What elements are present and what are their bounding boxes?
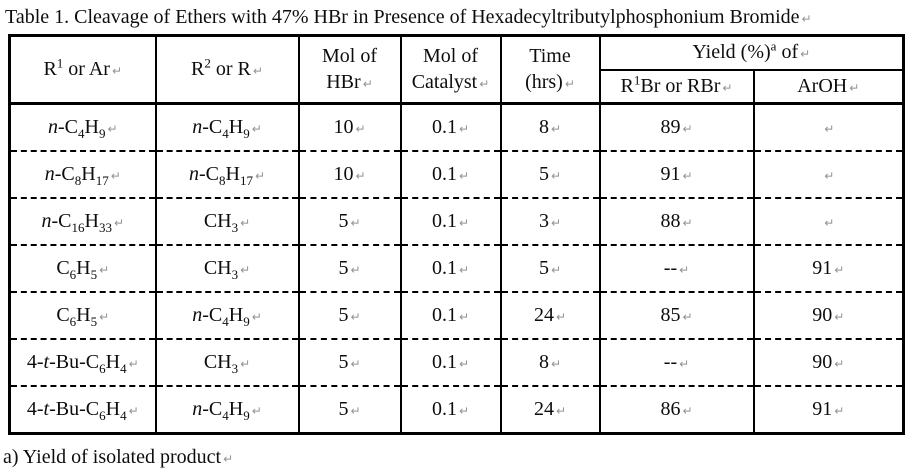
header-yield_aroh: ArOH ↵ [754,70,904,104]
return-mark: ↵ [362,76,373,91]
cell-mol_hbr: 10 ↵ [299,151,401,198]
return-mark: ↵ [458,310,470,324]
return-mark: ↵ [801,12,812,26]
cell-mol_catalyst: 0.1 ↵ [401,386,501,434]
cell-mol_hbr: 5 ↵ [299,198,401,245]
return-mark: ↵ [240,357,251,371]
return-mark: ↵ [682,122,693,136]
cleavage-table [8,34,905,435]
cell-r2_or_r: $CH_3$ ↵ [156,245,299,292]
cell-r1_or_ar: $n-C_4H_9$ ↵ [10,104,156,152]
cell-yield_aroh: 91 ↵ [754,386,904,434]
return-mark: ↵ [240,263,251,277]
return-mark: ↵ [350,404,361,418]
return-mark: ↵ [355,169,366,183]
cell-r2_or_r: $n-C_4H_9$ ↵ [156,104,299,152]
cell-yield_r1br_rbr: 88 ↵ [600,198,754,245]
return-mark: ↵ [240,216,251,230]
return-mark: ↵ [110,169,121,183]
cell-mol_hbr: 5 ↵ [299,339,401,386]
table-header [10,36,904,104]
return-mark: ↵ [252,63,263,78]
cell-r2_or_r: $n-C_4H_9$ ↵ [156,292,299,339]
header-time_hrs: Time (hrs) ↵ [501,36,600,104]
header-yield_group: Yield (%)$^a$ of ↵ [600,36,904,71]
return-mark: ↵ [350,216,361,230]
return-mark: ↵ [458,404,470,418]
return-mark: ↵ [824,169,835,183]
table-row [10,386,904,434]
return-mark: ↵ [824,216,835,230]
cell-time_hrs: 5 ↵ [501,151,600,198]
cell-r1_or_ar: $C_6H_5$ ↵ [10,245,156,292]
return-mark: ↵ [550,263,562,277]
return-mark: ↵ [682,169,693,183]
cell-r1_or_ar: $4-t-Bu-C_6H_4$ ↵ [10,386,156,434]
cell-mol_catalyst: 0.1 ↵ [401,292,501,339]
return-mark: ↵ [251,122,262,136]
header-mol_catalyst: Mol of Catalyst ↵ [401,36,501,104]
table-title [5,4,812,32]
cell-mol_catalyst: 0.1 ↵ [401,151,501,198]
cell-yield_aroh: 90 ↵ [754,292,904,339]
return-mark: ↵ [564,76,575,91]
cell-mol_catalyst: 0.1 ↵ [401,339,501,386]
cell-yield_r1br_rbr: 89 ↵ [600,104,754,152]
cell-mol_hbr: 5 ↵ [299,292,401,339]
return-mark: ↵ [679,263,690,277]
cell-r1_or_ar: $n-C_8H_{17}$ ↵ [10,151,156,198]
return-mark: ↵ [99,310,110,324]
cell-yield_r1br_rbr: -- ↵ [600,339,754,386]
return-mark: ↵ [550,357,562,371]
cell-yield_r1br_rbr: 86 ↵ [600,386,754,434]
return-mark: ↵ [824,122,835,136]
table-body [10,104,904,434]
return-mark: ↵ [254,169,265,183]
table-row [10,245,904,292]
return-mark: ↵ [355,122,366,136]
cell-r2_or_r: $CH_3$ ↵ [156,339,299,386]
return-mark: ↵ [458,169,470,183]
return-mark: ↵ [458,216,470,230]
cell-mol_hbr: 5 ↵ [299,386,401,434]
return-mark: ↵ [350,263,361,277]
header-yield_r1br_rbr: $R^1Br$ or RBr ↵ [600,70,754,104]
return-mark: ↵ [550,216,562,230]
cell-yield_r1br_rbr: 85 ↵ [600,292,754,339]
cell-mol_hbr: 10 ↵ [299,104,401,152]
cell-yield_aroh: 90 ↵ [754,339,904,386]
cell-r2_or_r: $CH_3$ ↵ [156,198,299,245]
table-footnote [3,443,233,473]
return-mark: ↵ [128,404,139,418]
return-mark: ↵ [682,310,693,324]
return-mark: ↵ [834,263,845,277]
table-row [10,151,904,198]
table-row [10,198,904,245]
return-mark: ↵ [849,80,860,95]
return-mark: ↵ [834,357,845,371]
cell-yield_r1br_rbr: -- ↵ [600,245,754,292]
table-footnote-text: a) Yield of isolated product [3,446,222,468]
cell-mol_catalyst: 0.1 ↵ [401,245,501,292]
header-r2_or_r: $R^2$ or R ↵ [156,36,299,104]
cell-time_hrs: 3 ↵ [501,198,600,245]
return-mark: ↵ [113,216,124,230]
header-r1_or_ar: $R^1$ or Ar ↵ [10,36,156,104]
cell-time_hrs: 24 ↵ [501,292,600,339]
return-mark: ↵ [682,216,693,230]
return-mark: ↵ [251,404,262,418]
cell-r2_or_r: $n-C_8H_{17}$ ↵ [156,151,299,198]
cell-time_hrs: 8 ↵ [501,104,600,152]
cell-yield_aroh [754,198,904,245]
return-mark: ↵ [679,357,690,371]
header-mol_hbr: Mol of HBr ↵ [299,36,401,104]
return-mark: ↵ [479,76,490,91]
return-mark: ↵ [458,357,470,371]
header-row-main [10,36,904,71]
return-mark: ↵ [251,310,262,324]
return-mark: ↵ [99,263,110,277]
return-mark: ↵ [722,80,733,95]
cell-time_hrs: 8 ↵ [501,339,600,386]
cell-yield_aroh: 91 ↵ [754,245,904,292]
table-row [10,104,904,152]
return-mark: ↵ [800,47,811,61]
return-mark: ↵ [350,357,361,371]
cell-mol_catalyst: 0.1 ↵ [401,104,501,152]
table-row [10,292,904,339]
cell-time_hrs: 5 ↵ [501,245,600,292]
cell-r1_or_ar: $4-t-Bu-C_6H_4$ ↵ [10,339,156,386]
cell-r1_or_ar: $n-C_{16}H_{33}$ ↵ [10,198,156,245]
return-mark: ↵ [223,452,234,466]
cell-yield_aroh [754,104,904,152]
table-row [10,339,904,386]
return-mark: ↵ [128,357,139,371]
cell-yield_aroh [754,151,904,198]
cell-mol_hbr: 5 ↵ [299,245,401,292]
cell-r1_or_ar: $C_6H_5$ ↵ [10,292,156,339]
return-mark: ↵ [550,122,562,136]
table-title-text: Table 1. Cleavage of Ethers with 47% HBr in Presence of Hexadecyltributylphosphonium Bromide [5,6,800,28]
return-mark: ↵ [458,263,470,277]
return-mark: ↵ [111,63,123,78]
return-mark: ↵ [682,404,693,418]
cell-yield_r1br_rbr: 91 ↵ [600,151,754,198]
return-mark: ↵ [555,404,567,418]
return-mark: ↵ [550,169,562,183]
return-mark: ↵ [350,310,361,324]
return-mark: ↵ [107,122,118,136]
cell-time_hrs: 24 ↵ [501,386,600,434]
cell-r2_or_r: $n-C_4H_9$ ↵ [156,386,299,434]
return-mark: ↵ [834,404,845,418]
return-mark: ↵ [555,310,567,324]
return-mark: ↵ [834,310,845,324]
return-mark: ↵ [458,122,470,136]
cell-mol_catalyst: 0.1 ↵ [401,198,501,245]
